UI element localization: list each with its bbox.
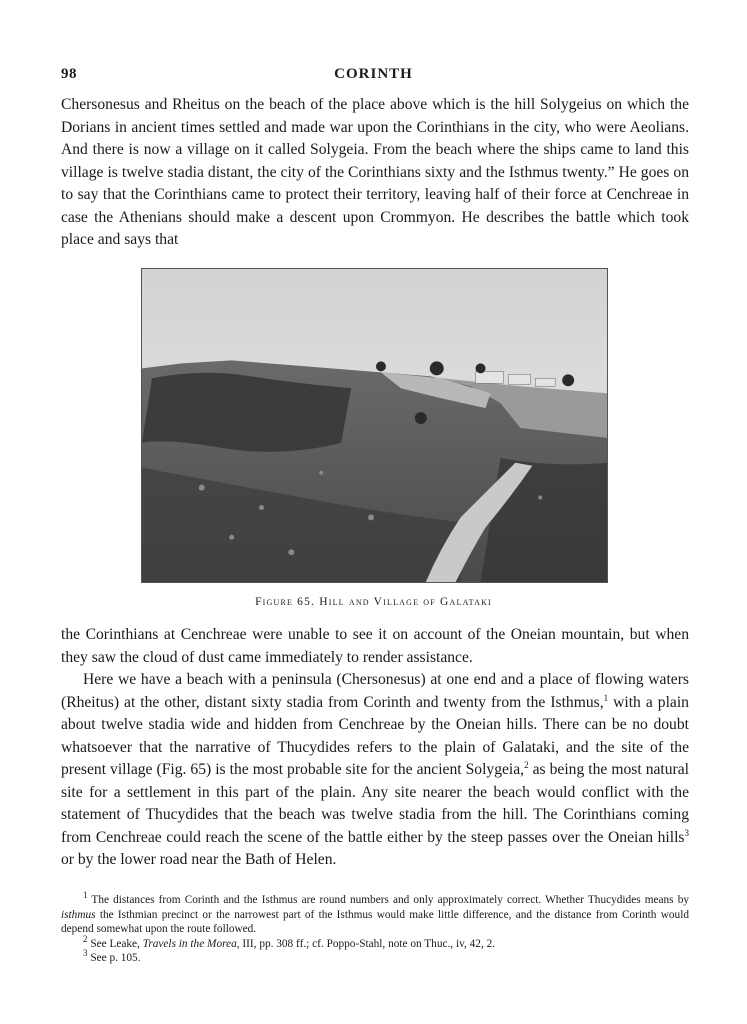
- bottom-text-block: [61, 624, 689, 872]
- footnote-ref-3: 3: [684, 827, 689, 838]
- footnote-3: [61, 948, 689, 966]
- footnote-3-mark: 3: [83, 948, 88, 959]
- footnote-ref-2: 2: [524, 759, 529, 770]
- footnote-2-text-after: , III, pp. 308 ff.; cf. Poppo-Stahl, note on Thuc., iv, 42, 2.: [236, 937, 496, 950]
- figure-caption: Figure 65. Hill and Village of Galataki: [255, 596, 492, 608]
- footnote-1-italic: isthmus: [61, 908, 96, 921]
- footnote-1-text-before: The distances from Corinth and the Isthmus are round numbers and only approximately correct. Whether Thucydides means by: [87, 894, 689, 906]
- main-paragraph-part-1: Here we have a beach with a peninsula (Chersonesus) at one end and a place of flowing waters (Rheitus) at the other, distant sixty stadia from Corinth and twenty from the Isthmus,: [61, 671, 689, 711]
- continuation-paragraph: the Corinthians at Cenchreae were unable to see it on account of the Oneian mountain, but when they saw the cloud of dust came immediately to render assistance.: [61, 626, 689, 666]
- footnote-1-text-after: the Isthmian precinct or the narrowest part of the Isthmus would make little difference, and the distance from Corinth would depend somewhat upon the route followed.: [61, 908, 689, 935]
- main-paragraph-part-4: or by the lower road near the Bath of Helen.: [61, 851, 337, 868]
- figure-photograph: [141, 268, 608, 583]
- footnote-2-text-before: See Leake,: [87, 937, 143, 950]
- top-text-block: [61, 94, 689, 252]
- footnote-1: [61, 890, 689, 937]
- footnote-2: [61, 933, 689, 952]
- footnote-2-italic: Travels in the Morea: [142, 937, 237, 950]
- running-title: CORINTH: [334, 66, 413, 82]
- main-paragraph-part-3: as being the most natural site for a settlement in this part of the plain. Any site nearer the beach would conflict with the statement of Thucydides that the beach was twelve stadia from the hill. The Corinthians coming from Cenchreae could reach the scene of the battle either by the steep passes over the Oneian hills: [61, 761, 689, 846]
- footnotes: [61, 890, 689, 966]
- top-paragraph: Chersonesus and Rheitus on the beach of the place above which is the hill Solygeius on which the Dorians in ancient times settled and made war upon the Corinthians in the city, who were Aeolians. And there is now a village on it called Solygeia. From the beach where the ships came to land this village is twelve stadia distant, the city of the Corinthians sixty and the Isthmus twenty.” He goes on to say that the Corinthians came to protect their territory, leaving half of their force at Cenchreae in case the Athenians should make a descent upon Crommyon. He describes the battle which took place and says that: [61, 96, 689, 248]
- right-scrub: [481, 458, 607, 582]
- landscape-photo: [142, 269, 607, 582]
- footnote-3-text-before: See p. 105.: [87, 952, 141, 964]
- page-number: 98: [61, 66, 77, 82]
- footnote-ref-1: 1: [603, 692, 609, 703]
- main-paragraph: [61, 669, 689, 872]
- main-paragraph-part-2: with a plain about twelve stadia wide and hidden from Cenchreae by the Oneian hills. There can be no doubt whatsoever that the narrative of Thucydides refers to the plain of Galataki, and the site of the present village (Fig. 65) is the most probable site for the ancient Solygeia,: [61, 693, 689, 778]
- footnote-2-mark: 2: [83, 933, 88, 944]
- footnote-1-mark: 1: [83, 890, 88, 901]
